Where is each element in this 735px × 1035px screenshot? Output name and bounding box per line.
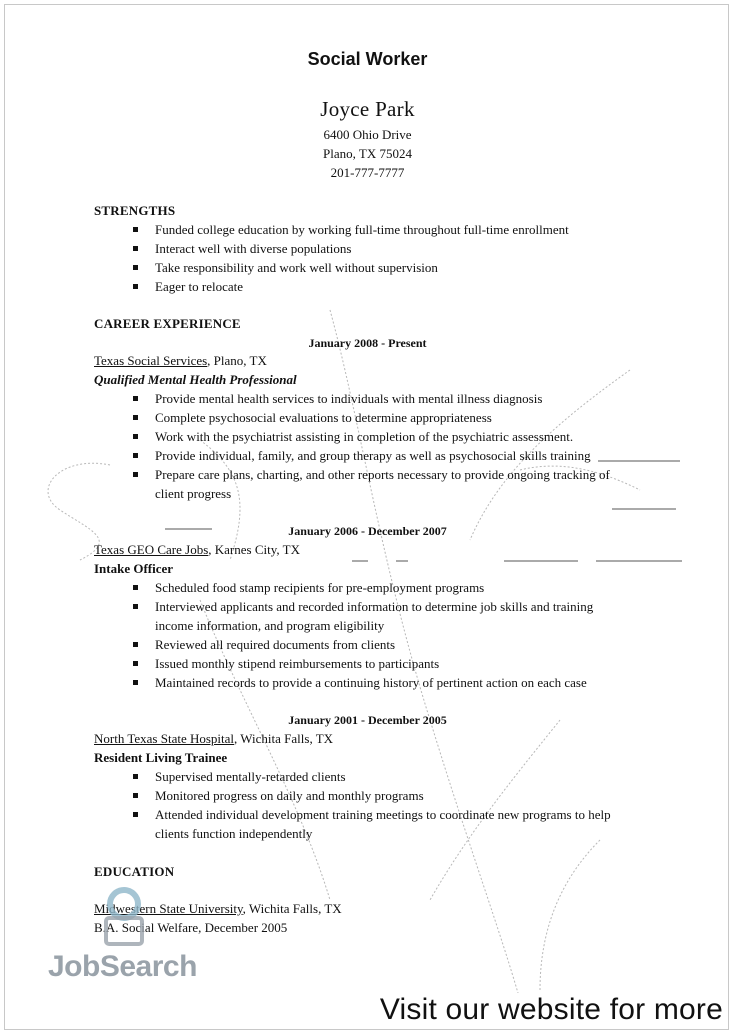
list-item: clients function independently — [155, 826, 313, 841]
list-item: Issued monthly stipend reimbursements to participants — [131, 654, 593, 673]
employer-name: North Texas State Hospital — [94, 731, 235, 746]
address-line1: 6400 Ohio Drive — [323, 127, 412, 142]
job-employer — [94, 542, 300, 558]
job-dates: January 2006 - December 2007 — [288, 524, 447, 538]
list-item: Attended individual development training meetings to coordinate new programs to help — [131, 805, 611, 824]
job-dates: January 2008 - Present — [308, 336, 427, 350]
school-location: , Wichita Falls, TX — [242, 901, 342, 916]
list-item: Prepare care plans, charting, and other reports necessary to provide ongoing tracking of — [131, 465, 610, 484]
list-item: Monitored progress on daily and monthly programs — [131, 786, 611, 805]
job-role: Qualified Mental Health Professional — [94, 372, 297, 387]
candidate-name: Joyce Park — [320, 97, 415, 121]
job-duties-list — [131, 578, 593, 692]
address-line2: Plano, TX 75024 — [323, 146, 412, 161]
list-item: Provide individual, family, and group therapy as well as psychosocial skills training — [131, 446, 610, 465]
school-name: Midwestern State University — [94, 901, 243, 916]
list-item: Complete psychosocial evaluations to determine appropriateness — [131, 408, 610, 427]
career-heading: CAREER EXPERIENCE — [94, 316, 241, 331]
strengths-heading: STRENGTHS — [94, 203, 176, 218]
job-employer — [94, 353, 267, 369]
list-item: Funded college education by working full-time throughout full-time enrollment — [131, 220, 569, 239]
list-item: Maintained records to provide a continuing history of pertinent action on each case — [131, 673, 593, 692]
phone-number: 201-777-7777 — [330, 165, 405, 180]
employer-name: Texas Social Services — [94, 353, 208, 368]
job-role: Resident Living Trainee — [94, 750, 228, 765]
list-item: Interact well with diverse populations — [131, 239, 569, 258]
list-item: Interviewed applicants and recorded information to determine job skills and training — [131, 597, 593, 616]
job-search-logo-icon — [96, 884, 152, 950]
education-degree: B.A. Social Welfare, December 2005 — [94, 920, 288, 935]
list-item: Take responsibility and work well without supervision — [131, 258, 569, 277]
job-employer — [94, 731, 333, 747]
list-item: Eager to relocate — [131, 277, 569, 296]
visit-website-banner[interactable]: Visit our website for more — [376, 993, 727, 1027]
list-item: income information, and program eligibility — [155, 618, 385, 633]
job-role: Intake Officer — [94, 561, 174, 576]
employer-location: , Karnes City, TX — [208, 542, 300, 557]
job-duties-list — [131, 767, 611, 843]
list-item: Scheduled food stamp recipients for pre-employment programs — [131, 578, 593, 597]
job-duties-list — [131, 389, 610, 503]
employer-name: Texas GEO Care Jobs — [94, 542, 209, 557]
employer-location: , Plano, TX — [207, 353, 267, 368]
list-item: Supervised mentally-retarded clients — [131, 767, 611, 786]
list-item: Reviewed all required documents from clients — [131, 635, 593, 654]
list-item: client progress — [155, 486, 232, 501]
education-heading: EDUCATION — [94, 864, 175, 879]
job-dates: January 2001 - December 2005 — [288, 713, 447, 727]
document-title: Social Worker — [307, 49, 428, 69]
employer-location: , Wichita Falls, TX — [234, 731, 334, 746]
list-item: Work with the psychiatrist assisting in completion of the psychiatric assessment. — [131, 427, 610, 446]
strengths-list — [131, 220, 569, 296]
list-item: Provide mental health services to individuals with mental illness diagnosis — [131, 389, 610, 408]
job-search-logo: JobSearch — [48, 950, 197, 983]
